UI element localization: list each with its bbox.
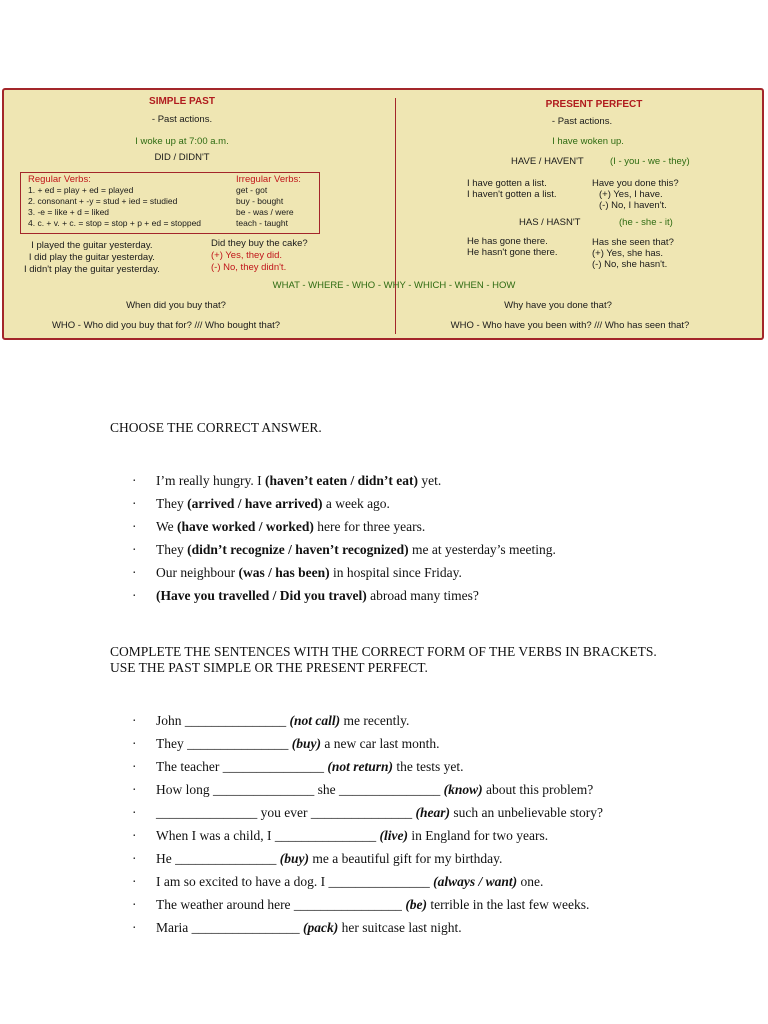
irregular-verb: teach - taught (236, 218, 288, 228)
past-answer-yes: (+) Yes, they did. (211, 250, 283, 261)
irregular-verbs-title: Irregular Verbs: (236, 174, 301, 185)
list-item (110, 584, 556, 607)
simple-past-example: I woke up at 7:00 a.m. (135, 136, 229, 147)
exercise1-heading: CHOOSE THE CORRECT ANSWER. (110, 420, 322, 435)
irregular-verb: be - was / were (236, 207, 294, 217)
answer-options: (have worked / worked) (177, 519, 314, 534)
simple-past-aux: DID / DIDN'T (154, 152, 210, 163)
list-item (110, 538, 556, 561)
item-text: How long _______________ she _______________ (156, 782, 444, 797)
simple-past-question-block (211, 238, 308, 274)
simple-past-who-example: WHO - Who did you buy that for? /// Who bought that? (51, 320, 281, 331)
item-text: They (156, 496, 188, 511)
item-text: He _______________ (156, 851, 280, 866)
verb-hint: (not call) (289, 713, 341, 728)
list-item (110, 755, 603, 778)
past-emphatic: I did play the guitar yesterday. (28, 252, 155, 263)
item-text: The teacher _______________ (156, 759, 328, 774)
answer-options: (Have you travelled / Did you travel) (156, 588, 367, 603)
list-item (110, 515, 556, 538)
verb-hint: (not return) (327, 759, 393, 774)
item-text: about this problem? (482, 782, 594, 797)
has-question: Has she seen that? (592, 237, 674, 248)
exercise2-heading: COMPLETE THE SENTENCES WITH THE CORRECT FORM OF THE VERBS IN BRACKETS. USE THE PAST SIMPLE OR THE PRESENT PERFECT. (110, 644, 657, 675)
item-text: Maria ________________ (156, 920, 303, 935)
present-perfect-title: PRESENT PERFECT (545, 99, 643, 110)
have-question: Have you done this? (592, 178, 679, 189)
verb-hint: (know) (443, 782, 483, 797)
present-perfect-wh-example: Why have you done that? (504, 300, 612, 311)
item-text: one. (517, 874, 544, 889)
column-divider (395, 98, 396, 334)
past-affirmative: I played the guitar yesterday. (31, 240, 153, 251)
verb-hint: (live) (379, 828, 408, 843)
item-text: a week ago. (322, 496, 390, 511)
verb-hint: (always / want) (433, 874, 518, 889)
has-negative: He hasn't gone there. (467, 247, 558, 258)
have-negative: I haven't gotten a list. (467, 189, 557, 200)
verb-hint: (pack) (302, 920, 339, 935)
has-answer-no: (-) No, she hasn't. (592, 259, 668, 270)
list-item (110, 847, 603, 870)
have-aux: HAVE / HAVEN'T (511, 156, 584, 167)
list-item (110, 492, 556, 515)
simple-past-wh-example: When did you buy that? (126, 300, 226, 311)
grammar-reference-chart (2, 88, 764, 340)
item-text: _______________ you ever _______________ (156, 805, 416, 820)
simple-past-use: - Past actions. (151, 114, 213, 125)
irregular-verb: buy - bought (236, 196, 284, 206)
item-text: John _______________ (156, 713, 290, 728)
list-item (110, 561, 556, 584)
list-item (110, 801, 603, 824)
present-perfect-use: - Past actions. (551, 116, 613, 127)
list-item (110, 732, 603, 755)
verb-hint: (buy) (291, 736, 321, 751)
verbs-box (20, 172, 320, 234)
item-text: When I was a child, I _______________ (156, 828, 380, 843)
have-answer-no: (-) No, I haven't. (599, 200, 667, 211)
have-answer-yes: (+) Yes, I have. (599, 189, 663, 200)
list-item (110, 709, 603, 732)
irregular-verb: get - got (236, 185, 268, 195)
has-question-block (592, 237, 674, 270)
list-item (110, 893, 603, 916)
list-item (110, 870, 603, 893)
list-item (110, 916, 603, 939)
item-text: me recently. (340, 713, 410, 728)
item-text: me at yesterday’s meeting. (408, 542, 556, 557)
regular-rule: 2. consonant + -y = stud + ied = studied (28, 196, 178, 206)
present-perfect-example: I have woken up. (552, 136, 624, 147)
simple-past-statements (24, 240, 160, 276)
verb-hint: (buy) (279, 851, 309, 866)
has-pronouns: (he - she - it) (619, 217, 673, 228)
has-answer-yes: (+) Yes, she has. (592, 248, 664, 259)
regular-verbs-rules (28, 185, 201, 229)
present-perfect-who-example: WHO - Who have you been with? /// Who has seen that? (450, 320, 690, 331)
item-text: such an unbelievable story? (449, 805, 603, 820)
item-text: in England for two years. (407, 828, 549, 843)
past-question: Did they buy the cake? (211, 238, 308, 249)
exercise2-list (110, 709, 603, 939)
item-text: I’m really hungry. I (156, 473, 265, 488)
item-text: They _______________ (156, 736, 292, 751)
past-negative: I didn't play the guitar yesterday. (24, 264, 160, 275)
has-aux: HAS / HASN'T (519, 217, 581, 228)
item-text: terrible in the last few weeks. (427, 897, 590, 912)
regular-rule: 1. + ed = play + ed = played (28, 185, 134, 195)
answer-options: (arrived / have arrived) (187, 496, 323, 511)
item-text: abroad many times? (366, 588, 479, 603)
item-text: The weather around here ________________ (156, 897, 406, 912)
item-text: me a beautiful gift for my birthday. (309, 851, 503, 866)
item-text: Our neighbour (156, 565, 239, 580)
answer-options: (was / has been) (238, 565, 330, 580)
item-text: I am so excited to have a dog. I _______________ (156, 874, 434, 889)
item-text: her suitcase last night. (338, 920, 462, 935)
regular-verbs-title: Regular Verbs: (28, 174, 91, 185)
list-item (110, 469, 556, 492)
verb-hint: (hear) (415, 805, 450, 820)
answer-options: (didn’t recognize / haven’t recognized) (187, 542, 409, 557)
have-affirmative: I have gotten a list. (467, 178, 547, 189)
list-item (110, 778, 603, 801)
verb-hint: (be) (405, 897, 428, 912)
item-text: They (156, 542, 188, 557)
have-question-block (592, 178, 679, 211)
answer-options: (haven’t eaten / didn’t eat) (264, 473, 418, 488)
item-text: here for three years. (313, 519, 426, 534)
past-answer-no: (-) No, they didn't. (211, 262, 287, 273)
have-statements (467, 178, 556, 200)
item-text: yet. (417, 473, 442, 488)
item-text: a new car last month. (321, 736, 440, 751)
irregular-verbs-list (236, 185, 294, 229)
has-affirmative: He has gone there. (467, 236, 548, 247)
item-text: We (156, 519, 178, 534)
regular-rule: 4. c. + v. + c. = stop = stop + p + ed = stopped (28, 218, 202, 228)
have-pronouns: (I - you - we - they) (610, 156, 690, 167)
wh-words: WHAT - WHERE - WHO - WHY - WHICH - WHEN - HOW (272, 280, 516, 291)
item-text: in hospital since Friday. (329, 565, 462, 580)
regular-rule: 3. -e = like + d = liked (28, 207, 110, 217)
item-text: the tests yet. (392, 759, 464, 774)
exercise1-list (110, 469, 556, 607)
list-item (110, 824, 603, 847)
simple-past-title: SIMPLE PAST (149, 96, 215, 107)
has-statements (467, 236, 558, 258)
